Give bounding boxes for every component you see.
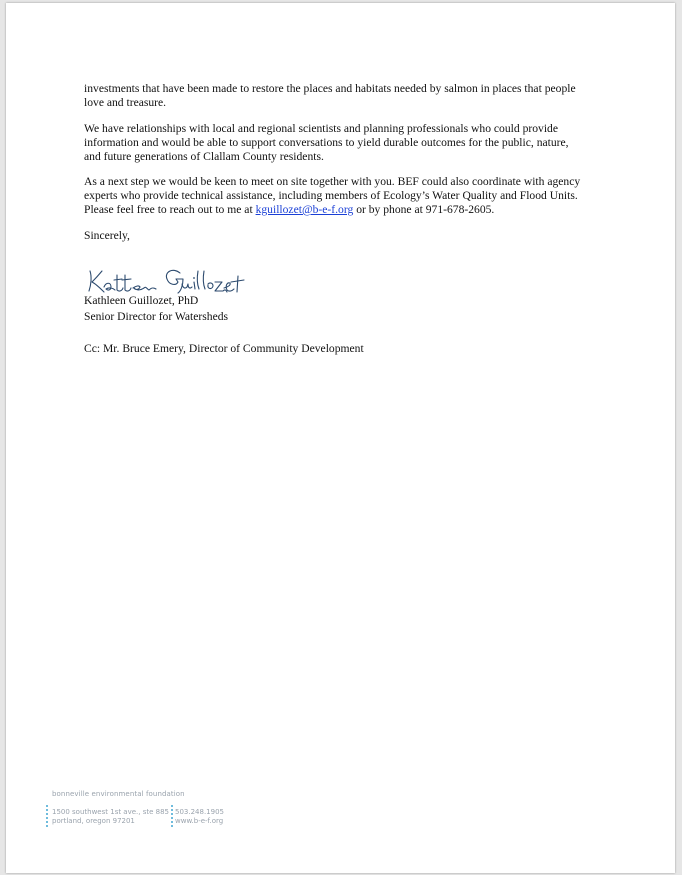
paragraph-3-text: As a next step we would be keen to meet on site together with you. BEF could also coordinate with agency experts who provide technical assistance, including members of Ecology’s Water Quality and Flood Units. Please feel free to reach out to me at xyxy=(84,175,581,216)
footer-address-line2: portland, oregon 97201 xyxy=(52,817,135,825)
footer-dot-divider xyxy=(46,804,48,828)
footer-address xyxy=(52,808,169,826)
paragraph-2: We have relationships with local and regional scientists and planning professionals who could provide information and would be able to support conversations to yield durable outcomes for the public, nature, and future generations of Clallam County residents. xyxy=(84,121,569,163)
signer-title: Senior Director for Watersheds xyxy=(84,310,229,323)
cc-line: Cc: Mr. Bruce Emery, Director of Community Development xyxy=(84,342,364,355)
footer-address-line1: 1500 southwest 1st ave., ste 885 xyxy=(52,808,170,816)
email-link[interactable]: kguillozet@b-e-f.org xyxy=(255,203,354,216)
footer-phone: 503.248.1905 xyxy=(175,808,224,816)
paragraph-3-end: or by phone at 971-678-2605. xyxy=(353,203,495,216)
handwritten-signature xyxy=(84,263,254,297)
signature-block xyxy=(84,293,228,325)
footer-org-name: bonneville environmental foundation xyxy=(52,790,185,798)
paragraph-1: investments that have been made to restore the places and habitats needed by salmon in places that people love and treasure. xyxy=(84,82,576,109)
footer-contact xyxy=(175,808,224,826)
letter-page xyxy=(6,3,675,873)
closing: Sincerely, xyxy=(84,228,130,242)
footer-dot-divider xyxy=(171,804,173,828)
footer-website: www.b-e-f.org xyxy=(175,817,224,825)
signer-name: Kathleen Guillozet, PhD xyxy=(84,294,199,307)
letter-body xyxy=(84,82,584,254)
paragraph-3 xyxy=(84,175,584,217)
